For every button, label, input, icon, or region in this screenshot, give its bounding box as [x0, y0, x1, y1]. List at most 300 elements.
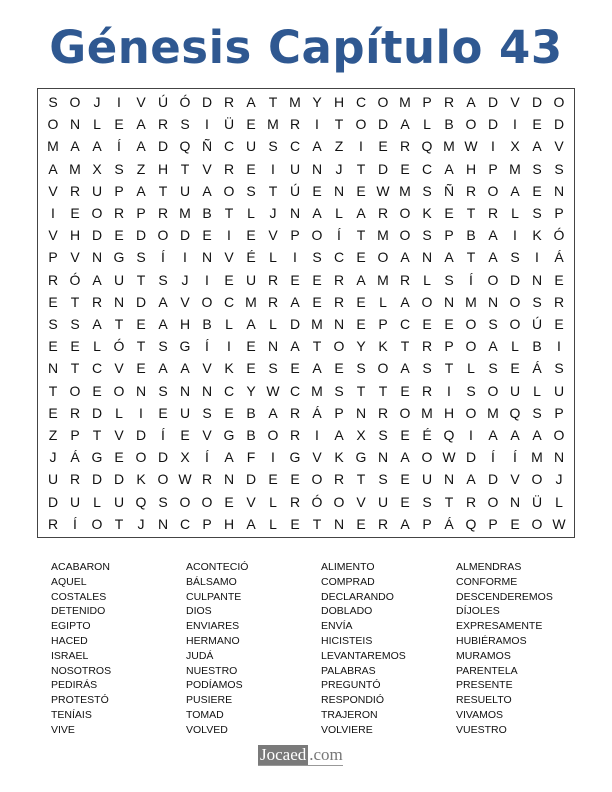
grid-cell[interactable]: P: [554, 404, 564, 421]
grid-cell[interactable]: V: [114, 427, 124, 444]
grid-cell[interactable]: A: [136, 138, 146, 155]
grid-cell[interactable]: P: [488, 160, 498, 177]
grid-cell[interactable]: V: [554, 138, 564, 155]
grid-cell[interactable]: P: [444, 338, 454, 355]
grid-cell[interactable]: V: [312, 449, 322, 466]
grid-cell[interactable]: C: [223, 293, 235, 310]
grid-cell[interactable]: A: [532, 138, 542, 155]
grid-cell[interactable]: T: [444, 360, 454, 377]
grid-cell[interactable]: D: [91, 404, 103, 421]
grid-cell[interactable]: O: [553, 427, 565, 444]
grid-cell[interactable]: U: [91, 182, 103, 199]
grid-cell[interactable]: I: [315, 427, 319, 444]
grid-cell[interactable]: S: [554, 160, 564, 177]
grid-cell[interactable]: V: [48, 182, 58, 199]
grid-cell[interactable]: N: [179, 382, 191, 399]
grid-cell[interactable]: L: [511, 338, 519, 355]
grid-cell[interactable]: O: [487, 182, 499, 199]
grid-cell[interactable]: M: [311, 316, 323, 333]
grid-cell[interactable]: N: [355, 404, 367, 421]
grid-cell[interactable]: S: [158, 271, 168, 288]
grid-cell[interactable]: Á: [532, 360, 542, 377]
grid-cell[interactable]: A: [510, 427, 520, 444]
grid-cell[interactable]: C: [355, 94, 367, 111]
grid-cell[interactable]: E: [48, 293, 58, 310]
grid-cell[interactable]: D: [135, 427, 147, 444]
grid-cell[interactable]: E: [246, 160, 256, 177]
grid-cell[interactable]: Í: [161, 249, 165, 266]
grid-cell[interactable]: A: [180, 360, 190, 377]
grid-cell[interactable]: Á: [70, 449, 80, 466]
grid-cell[interactable]: D: [91, 227, 103, 244]
grid-cell[interactable]: N: [553, 182, 565, 199]
grid-cell[interactable]: P: [202, 515, 212, 532]
grid-cell[interactable]: S: [158, 382, 168, 399]
grid-cell[interactable]: R: [377, 205, 389, 222]
grid-cell[interactable]: A: [466, 94, 476, 111]
grid-cell[interactable]: A: [92, 271, 102, 288]
grid-cell[interactable]: N: [531, 271, 543, 288]
grid-cell[interactable]: K: [378, 338, 388, 355]
grid-cell[interactable]: I: [271, 449, 275, 466]
grid-cell[interactable]: V: [136, 94, 146, 111]
grid-cell[interactable]: T: [400, 338, 410, 355]
grid-cell[interactable]: S: [532, 160, 542, 177]
grid-cell[interactable]: A: [290, 338, 300, 355]
grid-cell[interactable]: R: [157, 116, 169, 133]
grid-cell[interactable]: J: [555, 471, 563, 488]
grid-cell[interactable]: Q: [465, 515, 477, 532]
grid-cell[interactable]: C: [223, 138, 235, 155]
grid-cell[interactable]: O: [377, 360, 389, 377]
grid-cell[interactable]: O: [179, 493, 191, 510]
grid-cell[interactable]: T: [114, 515, 124, 532]
grid-cell[interactable]: T: [92, 427, 102, 444]
grid-cell[interactable]: R: [465, 182, 477, 199]
grid-cell[interactable]: Q: [509, 404, 521, 421]
grid-cell[interactable]: M: [399, 182, 411, 199]
grid-cell[interactable]: Í: [161, 427, 165, 444]
grid-cell[interactable]: D: [487, 116, 499, 133]
grid-cell[interactable]: L: [247, 205, 255, 222]
grid-cell[interactable]: D: [91, 471, 103, 488]
grid-cell[interactable]: I: [491, 138, 495, 155]
grid-cell[interactable]: G: [179, 338, 191, 355]
grid-cell[interactable]: E: [224, 404, 234, 421]
grid-cell[interactable]: G: [355, 449, 367, 466]
grid-cell[interactable]: N: [267, 338, 279, 355]
grid-cell[interactable]: N: [443, 293, 455, 310]
grid-cell[interactable]: L: [93, 116, 101, 133]
grid-cell[interactable]: A: [444, 249, 454, 266]
grid-cell[interactable]: V: [70, 249, 80, 266]
grid-cell[interactable]: R: [333, 293, 345, 310]
grid-cell[interactable]: M: [377, 227, 389, 244]
grid-cell[interactable]: B: [202, 316, 212, 333]
grid-cell[interactable]: B: [246, 427, 256, 444]
grid-cell[interactable]: T: [158, 182, 168, 199]
grid-cell[interactable]: V: [510, 471, 520, 488]
grid-cell[interactable]: S: [532, 205, 542, 222]
grid-cell[interactable]: C: [91, 360, 103, 377]
grid-cell[interactable]: A: [312, 205, 322, 222]
grid-cell[interactable]: L: [269, 316, 277, 333]
grid-cell[interactable]: O: [553, 94, 565, 111]
grid-cell[interactable]: S: [422, 227, 432, 244]
grid-cell[interactable]: V: [114, 360, 124, 377]
grid-cell[interactable]: Ó: [553, 227, 565, 244]
grid-cell[interactable]: L: [423, 271, 431, 288]
grid-cell[interactable]: P: [422, 515, 432, 532]
grid-cell[interactable]: H: [69, 227, 81, 244]
grid-cell[interactable]: S: [510, 249, 520, 266]
grid-cell[interactable]: A: [92, 316, 102, 333]
grid-cell[interactable]: J: [181, 271, 189, 288]
grid-cell[interactable]: V: [202, 160, 212, 177]
grid-cell[interactable]: Í: [337, 227, 341, 244]
grid-cell[interactable]: P: [422, 94, 432, 111]
grid-cell[interactable]: S: [554, 360, 564, 377]
grid-cell[interactable]: T: [136, 338, 146, 355]
grid-cell[interactable]: I: [139, 404, 143, 421]
grid-cell[interactable]: S: [158, 493, 168, 510]
grid-cell[interactable]: R: [289, 493, 301, 510]
grid-cell[interactable]: O: [355, 116, 367, 133]
grid-cell[interactable]: T: [48, 382, 58, 399]
grid-cell[interactable]: P: [48, 249, 58, 266]
grid-cell[interactable]: N: [421, 249, 433, 266]
grid-cell[interactable]: A: [356, 271, 366, 288]
grid-cell[interactable]: R: [399, 271, 411, 288]
grid-cell[interactable]: M: [245, 293, 257, 310]
grid-cell[interactable]: D: [487, 471, 499, 488]
grid-cell[interactable]: Á: [444, 515, 454, 532]
grid-cell[interactable]: Á: [554, 249, 564, 266]
grid-cell[interactable]: R: [267, 271, 279, 288]
grid-cell[interactable]: A: [158, 360, 168, 377]
grid-cell[interactable]: S: [532, 293, 542, 310]
grid-cell[interactable]: I: [557, 338, 561, 355]
grid-cell[interactable]: A: [92, 138, 102, 155]
grid-cell[interactable]: O: [311, 227, 323, 244]
grid-cell[interactable]: A: [400, 449, 410, 466]
grid-cell[interactable]: O: [157, 227, 169, 244]
grid-cell[interactable]: L: [269, 515, 277, 532]
grid-cell[interactable]: D: [135, 227, 147, 244]
grid-cell[interactable]: O: [421, 449, 433, 466]
grid-cell[interactable]: O: [201, 493, 213, 510]
grid-cell[interactable]: M: [421, 404, 433, 421]
grid-cell[interactable]: O: [465, 116, 477, 133]
grid-cell[interactable]: O: [135, 449, 147, 466]
grid-cell[interactable]: B: [532, 338, 542, 355]
grid-cell[interactable]: U: [289, 160, 301, 177]
grid-cell[interactable]: M: [311, 382, 323, 399]
grid-cell[interactable]: Y: [246, 382, 256, 399]
grid-cell[interactable]: S: [488, 316, 498, 333]
grid-cell[interactable]: A: [488, 338, 498, 355]
grid-cell[interactable]: L: [379, 293, 387, 310]
grid-cell[interactable]: M: [289, 94, 301, 111]
grid-cell[interactable]: V: [48, 227, 58, 244]
grid-cell[interactable]: Z: [334, 138, 344, 155]
grid-cell[interactable]: E: [378, 138, 388, 155]
grid-cell[interactable]: X: [180, 449, 190, 466]
grid-cell[interactable]: R: [69, 471, 81, 488]
grid-cell[interactable]: O: [487, 271, 499, 288]
grid-cell[interactable]: D: [113, 471, 125, 488]
grid-cell[interactable]: J: [49, 449, 57, 466]
grid-cell[interactable]: W: [266, 382, 280, 399]
grid-cell[interactable]: A: [158, 293, 168, 310]
grid-cell[interactable]: M: [267, 116, 279, 133]
grid-cell[interactable]: B: [444, 116, 454, 133]
grid-cell[interactable]: V: [224, 249, 234, 266]
grid-cell[interactable]: U: [245, 138, 257, 155]
grid-cell[interactable]: E: [334, 360, 344, 377]
grid-cell[interactable]: Í: [469, 271, 473, 288]
grid-cell[interactable]: S: [488, 360, 498, 377]
grid-cell[interactable]: I: [227, 227, 231, 244]
grid-cell[interactable]: S: [70, 316, 80, 333]
grid-cell[interactable]: P: [444, 227, 454, 244]
grid-cell[interactable]: D: [553, 116, 565, 133]
grid-cell[interactable]: Í: [491, 449, 495, 466]
grid-cell[interactable]: E: [400, 493, 410, 510]
grid-cell[interactable]: I: [293, 249, 297, 266]
grid-cell[interactable]: S: [422, 493, 432, 510]
grid-cell[interactable]: T: [444, 493, 454, 510]
grid-cell[interactable]: A: [356, 205, 366, 222]
grid-cell[interactable]: T: [136, 271, 146, 288]
grid-cell[interactable]: M: [487, 404, 499, 421]
grid-cell[interactable]: E: [158, 404, 168, 421]
grid-cell[interactable]: N: [201, 249, 213, 266]
grid-cell[interactable]: S: [268, 360, 278, 377]
grid-cell[interactable]: R: [69, 182, 81, 199]
grid-cell[interactable]: R: [377, 404, 389, 421]
grid-cell[interactable]: I: [183, 249, 187, 266]
grid-cell[interactable]: S: [422, 182, 432, 199]
grid-cell[interactable]: E: [224, 493, 234, 510]
grid-cell[interactable]: A: [334, 427, 344, 444]
grid-cell[interactable]: N: [201, 382, 213, 399]
grid-cell[interactable]: O: [465, 338, 477, 355]
grid-cell[interactable]: E: [554, 316, 564, 333]
grid-cell[interactable]: D: [245, 471, 257, 488]
grid-cell[interactable]: D: [377, 116, 389, 133]
grid-cell[interactable]: R: [47, 515, 59, 532]
grid-cell[interactable]: T: [312, 515, 322, 532]
grid-cell[interactable]: Ñ: [201, 138, 213, 155]
grid-cell[interactable]: H: [333, 94, 345, 111]
grid-cell[interactable]: S: [114, 160, 124, 177]
grid-cell[interactable]: E: [92, 382, 102, 399]
grid-cell[interactable]: R: [223, 94, 235, 111]
grid-cell[interactable]: H: [443, 404, 455, 421]
grid-cell[interactable]: Z: [48, 427, 58, 444]
grid-cell[interactable]: K: [422, 205, 432, 222]
grid-cell[interactable]: Í: [205, 338, 209, 355]
grid-cell[interactable]: Z: [136, 160, 146, 177]
grid-cell[interactable]: T: [378, 382, 388, 399]
grid-cell[interactable]: D: [487, 94, 499, 111]
grid-cell[interactable]: V: [268, 227, 278, 244]
grid-cell[interactable]: E: [202, 227, 212, 244]
grid-cell[interactable]: B: [466, 227, 476, 244]
grid-cell[interactable]: E: [422, 316, 432, 333]
grid-cell[interactable]: A: [246, 94, 256, 111]
grid-cell[interactable]: A: [268, 404, 278, 421]
grid-cell[interactable]: O: [399, 404, 411, 421]
grid-cell[interactable]: E: [246, 338, 256, 355]
grid-cell[interactable]: L: [335, 205, 343, 222]
grid-cell[interactable]: N: [377, 449, 389, 466]
grid-cell[interactable]: R: [289, 404, 301, 421]
grid-cell[interactable]: A: [246, 515, 256, 532]
grid-cell[interactable]: U: [377, 493, 389, 510]
grid-cell[interactable]: Ú: [157, 94, 169, 111]
grid-cell[interactable]: A: [400, 116, 410, 133]
grid-cell[interactable]: E: [290, 271, 300, 288]
grid-cell[interactable]: W: [464, 138, 478, 155]
grid-cell[interactable]: I: [315, 116, 319, 133]
grid-cell[interactable]: U: [113, 493, 125, 510]
grid-cell[interactable]: O: [531, 515, 543, 532]
grid-cell[interactable]: A: [488, 227, 498, 244]
grid-cell[interactable]: E: [444, 205, 454, 222]
grid-cell[interactable]: R: [69, 404, 81, 421]
grid-cell[interactable]: E: [400, 160, 410, 177]
grid-cell[interactable]: G: [113, 249, 125, 266]
grid-cell[interactable]: C: [289, 382, 301, 399]
grid-cell[interactable]: L: [93, 338, 101, 355]
grid-cell[interactable]: E: [136, 360, 146, 377]
grid-cell[interactable]: E: [114, 449, 124, 466]
grid-cell[interactable]: M: [69, 160, 81, 177]
grid-cell[interactable]: P: [488, 515, 498, 532]
grid-cell[interactable]: O: [201, 293, 213, 310]
grid-cell[interactable]: D: [509, 271, 521, 288]
grid-cell[interactable]: M: [509, 160, 521, 177]
grid-cell[interactable]: E: [356, 249, 366, 266]
grid-cell[interactable]: I: [513, 227, 517, 244]
grid-cell[interactable]: L: [93, 493, 101, 510]
grid-cell[interactable]: O: [509, 293, 521, 310]
grid-cell[interactable]: S: [312, 249, 322, 266]
site-logo[interactable]: [258, 743, 343, 766]
grid-cell[interactable]: O: [399, 205, 411, 222]
grid-cell[interactable]: M: [465, 293, 477, 310]
grid-cell[interactable]: U: [509, 382, 521, 399]
grid-cell[interactable]: X: [510, 138, 520, 155]
grid-cell[interactable]: J: [93, 94, 101, 111]
grid-cell[interactable]: T: [466, 249, 476, 266]
grid-cell[interactable]: P: [114, 182, 124, 199]
grid-cell[interactable]: U: [179, 182, 191, 199]
grid-cell[interactable]: E: [246, 116, 256, 133]
grid-cell[interactable]: M: [443, 138, 455, 155]
grid-cell[interactable]: O: [399, 227, 411, 244]
grid-cell[interactable]: O: [91, 515, 103, 532]
grid-cell[interactable]: N: [333, 515, 345, 532]
grid-cell[interactable]: U: [69, 493, 81, 510]
grid-cell[interactable]: J: [335, 160, 343, 177]
grid-cell[interactable]: Q: [443, 427, 455, 444]
grid-cell[interactable]: H: [179, 316, 191, 333]
grid-cell[interactable]: S: [158, 338, 168, 355]
grid-cell[interactable]: E: [70, 338, 80, 355]
grid-cell[interactable]: H: [157, 160, 169, 177]
grid-cell[interactable]: V: [202, 427, 212, 444]
grid-cell[interactable]: É: [246, 249, 256, 266]
grid-cell[interactable]: E: [400, 427, 410, 444]
grid-cell[interactable]: E: [400, 382, 410, 399]
grid-cell[interactable]: R: [157, 205, 169, 222]
grid-cell[interactable]: T: [356, 227, 366, 244]
grid-cell[interactable]: T: [466, 205, 476, 222]
grid-cell[interactable]: S: [136, 249, 146, 266]
grid-cell[interactable]: P: [554, 205, 564, 222]
grid-cell[interactable]: O: [333, 338, 345, 355]
grid-cell[interactable]: I: [469, 427, 473, 444]
grid-cell[interactable]: J: [137, 515, 145, 532]
grid-cell[interactable]: Ñ: [443, 182, 455, 199]
grid-cell[interactable]: Ú: [289, 182, 301, 199]
grid-cell[interactable]: U: [421, 471, 433, 488]
grid-cell[interactable]: T: [268, 182, 278, 199]
grid-cell[interactable]: V: [356, 493, 366, 510]
grid-cell[interactable]: X: [356, 427, 366, 444]
grid-cell[interactable]: C: [223, 382, 235, 399]
grid-cell[interactable]: G: [91, 449, 103, 466]
grid-cell[interactable]: Ú: [531, 316, 543, 333]
grid-cell[interactable]: O: [377, 94, 389, 111]
grid-cell[interactable]: K: [532, 227, 542, 244]
grid-cell[interactable]: D: [135, 293, 147, 310]
grid-cell[interactable]: E: [290, 515, 300, 532]
grid-cell[interactable]: A: [510, 182, 520, 199]
grid-cell[interactable]: D: [157, 449, 169, 466]
grid-cell[interactable]: L: [423, 116, 431, 133]
grid-cell[interactable]: E: [356, 182, 366, 199]
grid-cell[interactable]: R: [399, 138, 411, 155]
grid-cell[interactable]: A: [224, 449, 234, 466]
grid-cell[interactable]: F: [246, 449, 256, 466]
grid-cell[interactable]: O: [421, 293, 433, 310]
grid-cell[interactable]: M: [377, 271, 389, 288]
grid-cell[interactable]: E: [290, 471, 300, 488]
grid-cell[interactable]: U: [47, 471, 59, 488]
grid-cell[interactable]: Y: [312, 94, 322, 111]
grid-cell[interactable]: O: [509, 316, 521, 333]
grid-cell[interactable]: A: [202, 182, 212, 199]
grid-cell[interactable]: N: [311, 160, 323, 177]
grid-cell[interactable]: R: [113, 205, 125, 222]
grid-cell[interactable]: Ü: [531, 493, 543, 510]
grid-cell[interactable]: M: [531, 449, 543, 466]
grid-cell[interactable]: T: [70, 293, 80, 310]
grid-cell[interactable]: Q: [179, 138, 191, 155]
grid-cell[interactable]: Í: [73, 515, 77, 532]
grid-cell[interactable]: L: [467, 360, 475, 377]
grid-cell[interactable]: C: [289, 138, 301, 155]
grid-cell[interactable]: R: [553, 293, 565, 310]
grid-cell[interactable]: S: [444, 271, 454, 288]
grid-cell[interactable]: I: [535, 249, 539, 266]
grid-cell[interactable]: M: [399, 94, 411, 111]
grid-cell[interactable]: P: [334, 404, 344, 421]
